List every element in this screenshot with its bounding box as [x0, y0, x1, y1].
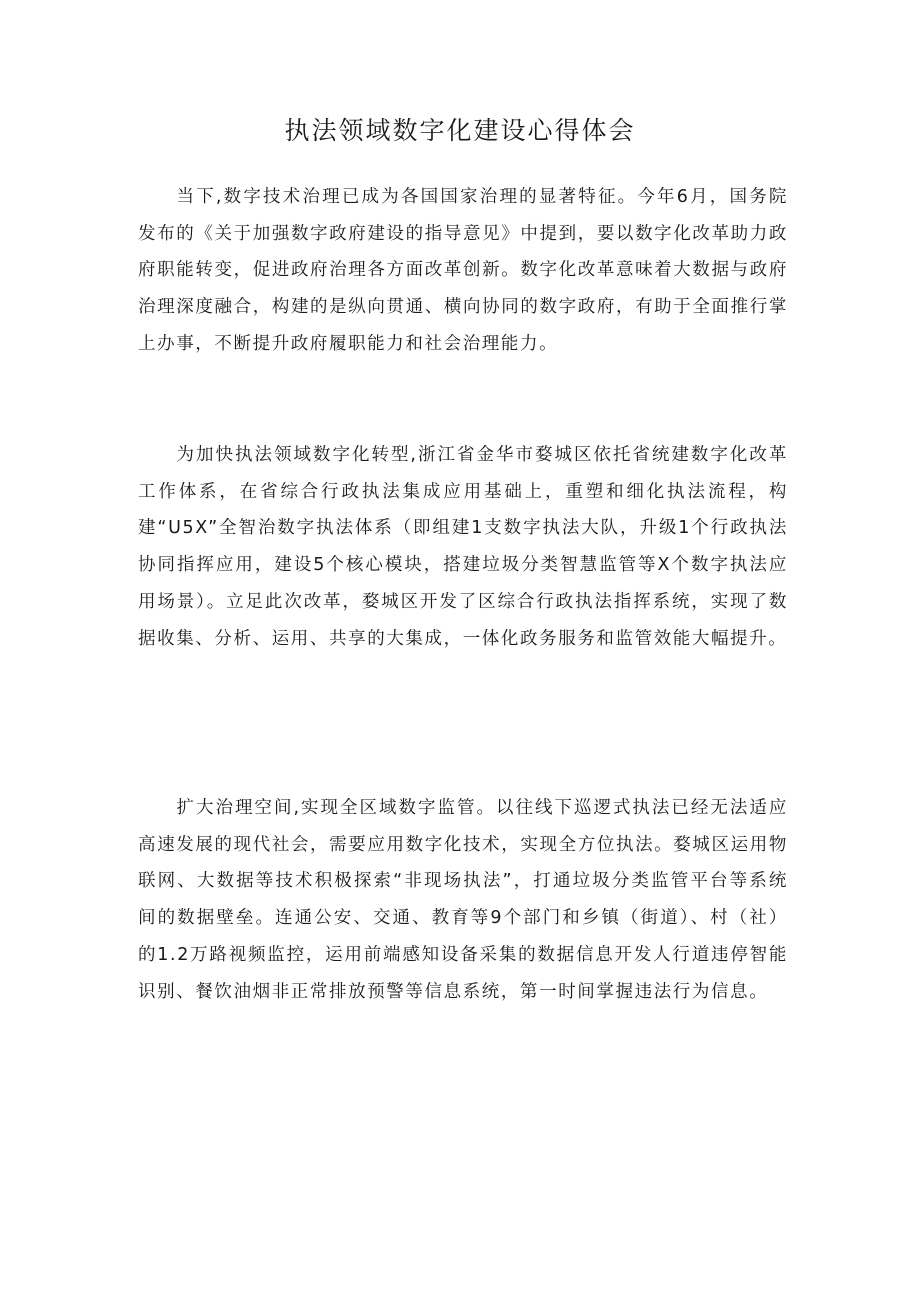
paragraph-2: 为加快执法领域数字化转型,浙江省金华市婺城区依托省统建数字化改革工作体系，在省综合行政执法集成应用基础上，重塑和细化执法流程，构建“U5X”全智治数字执法体系（即组建1支数字执法大队，升级1个行政执法协同指挥应用，建设5个核心模块，搭建垃圾分类智慧监管等X个数字执法应用场景）。立足此次改革，婺城区开发了区综合行政执法指挥系统，实现了数据收集、分析、运用、共享的大集成，一体化政务服务和监管效能大幅提升。	[138, 445, 788, 649]
document-title: 执法领域数字化建设心得体会	[284, 116, 636, 145]
paragraph-3: 扩大治理空间,实现全区域数字监管。以往线下巡逻式执法已经无法适应高速发展的现代社会，需要应用数字化技术，实现全方位执法。婺城区运用物联网、大数据等技术积极探索“非现场执法”，打通垃圾分类监管平台等系统间的数据壁垒。连通公安、交通、教育等9个部门和乡镇（街道）、村（社）的1.2万路视频监控，运用前端感知设备采集的数据信息开发人行道违停智能识别、餐饮油烟非正常排放预警等信息系统，第一时间掌握违法行为信息。	[138, 798, 788, 1002]
paragraph-1: 当下,数字技术治理已成为各国国家治理的显著特征。今年6月，国务院发布的《关于加强数字政府建设的指导意见》中提到，要以数字化改革助力政府职能转变，促进政府治理各方面改革创新。数字化改革意味着大数据与政府治理深度融合，构建的是纵向贯通、横向协同的数字政府，有助于全面推行掌上办事，不断提升政府履职能力和社会治理能力。	[138, 187, 788, 354]
